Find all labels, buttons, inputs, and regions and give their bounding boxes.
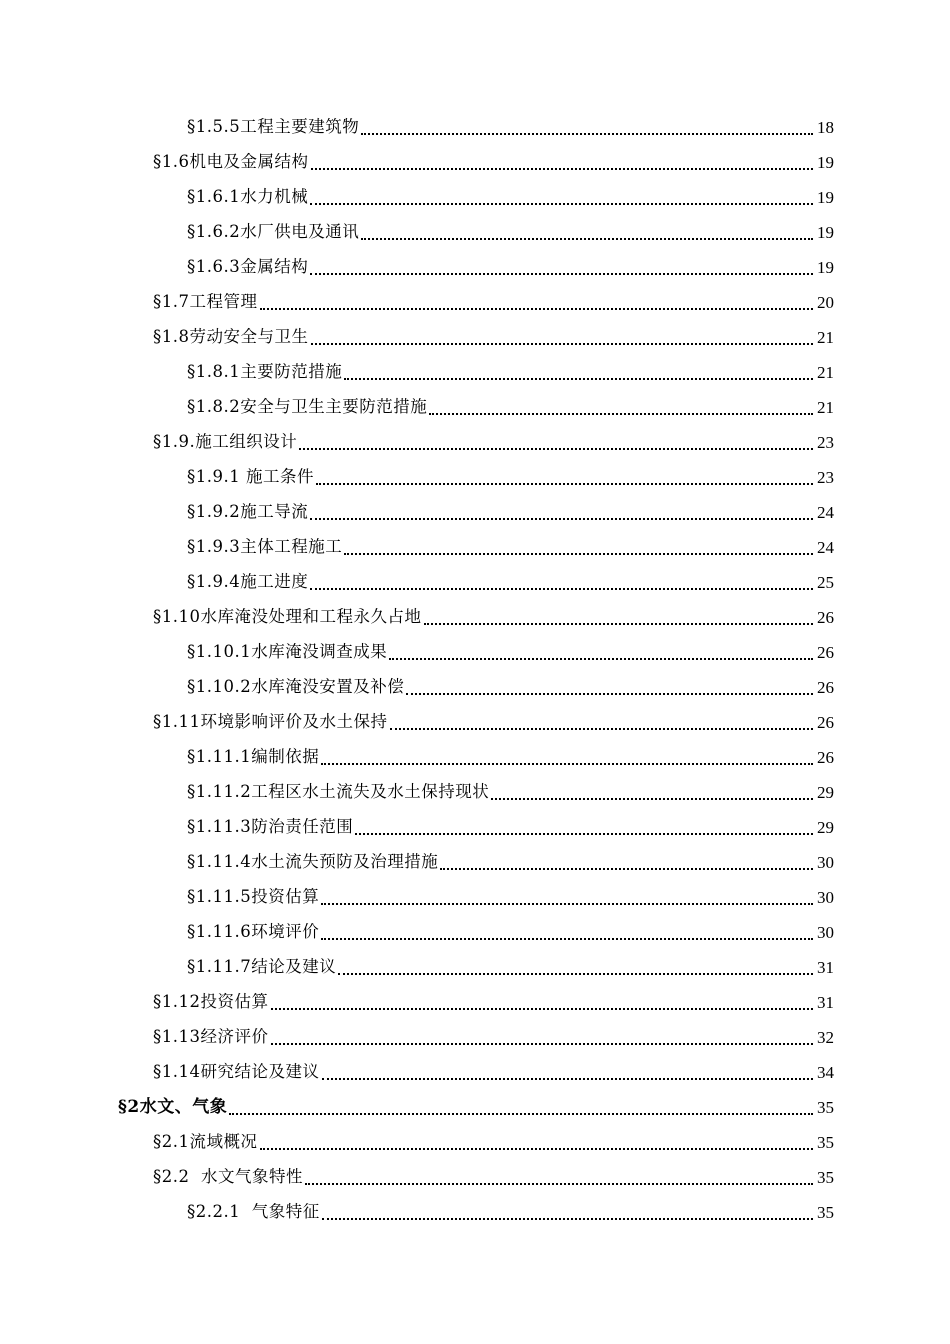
toc-entry-title: §1.9.4施工进度 <box>187 572 309 592</box>
toc-entry-page: 35 <box>817 1098 834 1117</box>
dot-leader <box>361 237 813 240</box>
toc-entry-page: 20 <box>817 293 834 312</box>
dot-leader <box>310 202 813 205</box>
toc-entry-page: 31 <box>817 993 834 1012</box>
dot-leader <box>311 342 814 345</box>
dot-leader <box>311 167 814 170</box>
toc-entry[interactable] <box>0 600 950 635</box>
toc-entry-page: 35 <box>817 1168 834 1187</box>
toc-entry-page: 26 <box>817 608 834 627</box>
toc-entry-page: 34 <box>817 1063 834 1082</box>
dot-leader <box>310 517 813 520</box>
toc-entry-title: §1.11.1编制依据 <box>187 747 320 767</box>
toc-entry[interactable] <box>0 845 950 880</box>
toc-entry-title: §1.6.3金属结构 <box>187 257 309 277</box>
toc-entry[interactable] <box>0 880 950 915</box>
toc-entry[interactable] <box>0 775 950 810</box>
toc-entry-title: §1.5.5工程主要建筑物 <box>187 117 360 137</box>
toc-entry-page: 32 <box>817 1028 834 1047</box>
toc-entry-title: §1.11环境影响评价及水土保持 <box>153 712 388 732</box>
dot-leader <box>321 762 813 765</box>
toc-entry[interactable] <box>0 565 950 600</box>
dot-leader <box>344 552 813 555</box>
toc-entry-page: 21 <box>817 328 834 347</box>
toc-entry-title: §1.11.2工程区水土流失及水土保持现状 <box>187 782 490 802</box>
toc-entry-page: 26 <box>817 748 834 767</box>
toc-entry-page: 19 <box>817 188 834 207</box>
toc-entry-page: 26 <box>817 643 834 662</box>
dot-leader <box>229 1112 813 1115</box>
toc-entry-title: §2.2.1 气象特征 <box>187 1202 320 1222</box>
dot-leader <box>271 1042 814 1045</box>
toc-entry[interactable] <box>0 740 950 775</box>
toc-entry-title: §1.11.6环境评价 <box>187 922 320 942</box>
toc-entry-title: §1.9.1 施工条件 <box>187 467 314 487</box>
dot-leader <box>390 727 814 730</box>
dot-leader <box>310 587 813 590</box>
dot-leader <box>299 447 813 450</box>
toc-entry[interactable] <box>0 985 950 1020</box>
toc-entry-page: 24 <box>817 503 834 522</box>
dot-leader <box>322 1077 814 1080</box>
toc-entry-title: §1.10.2水库淹没安置及补偿 <box>187 677 405 697</box>
dot-leader <box>310 272 813 275</box>
toc-entry-page: 26 <box>817 678 834 697</box>
toc-entry-page: 30 <box>817 853 834 872</box>
dot-leader <box>361 132 813 135</box>
toc-entry[interactable] <box>0 390 950 425</box>
toc-entry-title: §1.11.3防治责任范围 <box>187 817 354 837</box>
toc-entry-page: 18 <box>817 118 834 137</box>
dot-leader <box>321 902 813 905</box>
dot-leader <box>305 1182 813 1185</box>
dot-leader <box>321 937 813 940</box>
dot-leader <box>429 412 813 415</box>
toc-entry-title: §1.6.2水厂供电及通讯 <box>187 222 360 242</box>
toc-entry-page: 30 <box>817 888 834 907</box>
dot-leader <box>355 832 813 835</box>
toc-entry-page: 29 <box>817 818 834 837</box>
dot-leader <box>260 307 814 310</box>
toc-entry-title: §1.10.1水库淹没调查成果 <box>187 642 388 662</box>
toc-entry-title: §1.8.1主要防范措施 <box>187 362 343 382</box>
toc-entry[interactable] <box>0 180 950 215</box>
toc-entry-title: §2水文、气象 <box>118 1097 228 1117</box>
toc-entry-title: §1.6机电及金属结构 <box>153 152 309 172</box>
toc-entry-page: 29 <box>817 783 834 802</box>
dot-leader <box>322 1217 813 1220</box>
dot-leader <box>344 377 813 380</box>
toc-entry[interactable] <box>0 320 950 355</box>
toc-entry[interactable] <box>0 215 950 250</box>
toc-entry-title: §1.13经济评价 <box>153 1027 269 1047</box>
dot-leader <box>406 692 813 695</box>
toc-entry-title: §1.8.2安全与卫生主要防范措施 <box>187 397 428 417</box>
toc-entry-title: §2.1流域概况 <box>153 1132 258 1152</box>
toc-entry-page: 23 <box>817 433 834 452</box>
toc-entry[interactable] <box>0 1125 950 1160</box>
toc-entry[interactable] <box>0 425 950 460</box>
toc-entry[interactable] <box>0 705 950 740</box>
toc-entry[interactable] <box>0 1160 950 1195</box>
toc-entry[interactable] <box>0 495 950 530</box>
toc-entry-page: 24 <box>817 538 834 557</box>
toc-entry-page: 26 <box>817 713 834 732</box>
toc-entry-page: 23 <box>817 468 834 487</box>
toc-entry[interactable] <box>0 1090 950 1125</box>
toc-entry-title: §1.9.3主体工程施工 <box>187 537 343 557</box>
toc-entry-page: 31 <box>817 958 834 977</box>
dot-leader <box>491 797 813 800</box>
toc-entry[interactable] <box>0 915 950 950</box>
toc-entry[interactable] <box>0 460 950 495</box>
toc-entry-page: 19 <box>817 223 834 242</box>
toc-entry-page: 19 <box>817 153 834 172</box>
toc-entry[interactable] <box>0 670 950 705</box>
toc-entry-page: 21 <box>817 398 834 417</box>
dot-leader <box>440 867 813 870</box>
toc-entry[interactable] <box>0 1195 950 1230</box>
toc-entry[interactable] <box>0 1020 950 1055</box>
dot-leader <box>271 1007 814 1010</box>
toc-entry[interactable] <box>0 250 950 285</box>
toc-entry-title: §1.10水库淹没处理和工程永久占地 <box>153 607 422 627</box>
toc-entry[interactable] <box>0 950 950 985</box>
toc-entry[interactable] <box>0 635 950 670</box>
table-of-contents <box>0 110 950 1230</box>
toc-entry-page: 19 <box>817 258 834 277</box>
dot-leader <box>424 622 814 625</box>
toc-entry-title: §1.7工程管理 <box>153 292 258 312</box>
toc-entry-title: §1.9.2施工导流 <box>187 502 309 522</box>
toc-entry-page: 30 <box>817 923 834 942</box>
dot-leader <box>338 972 813 975</box>
toc-entry[interactable] <box>0 285 950 320</box>
toc-entry-title: §1.9.施工组织设计 <box>153 432 298 452</box>
toc-entry-title: §1.14研究结论及建议 <box>153 1062 320 1082</box>
toc-entry[interactable] <box>0 810 950 845</box>
toc-entry[interactable] <box>0 355 950 390</box>
dot-leader <box>316 482 813 485</box>
toc-entry-title: §1.6.1水力机械 <box>187 187 309 207</box>
toc-entry-page: 21 <box>817 363 834 382</box>
toc-entry-title: §1.11.7结论及建议 <box>187 957 337 977</box>
dot-leader <box>389 657 813 660</box>
toc-entry-title: §1.11.4水土流失预防及治理措施 <box>187 852 439 872</box>
toc-entry-title: §1.12投资估算 <box>153 992 269 1012</box>
toc-entry[interactable] <box>0 530 950 565</box>
toc-entry[interactable] <box>0 145 950 180</box>
toc-entry-page: 35 <box>817 1203 834 1222</box>
toc-entry-page: 35 <box>817 1133 834 1152</box>
toc-entry-page: 25 <box>817 573 834 592</box>
toc-entry-title: §2.2 水文气象特性 <box>153 1167 303 1187</box>
toc-entry-title: §1.8劳动安全与卫生 <box>153 327 309 347</box>
toc-entry[interactable] <box>0 110 950 145</box>
toc-entry-title: §1.11.5投资估算 <box>187 887 320 907</box>
dot-leader <box>260 1147 814 1150</box>
toc-entry[interactable] <box>0 1055 950 1090</box>
